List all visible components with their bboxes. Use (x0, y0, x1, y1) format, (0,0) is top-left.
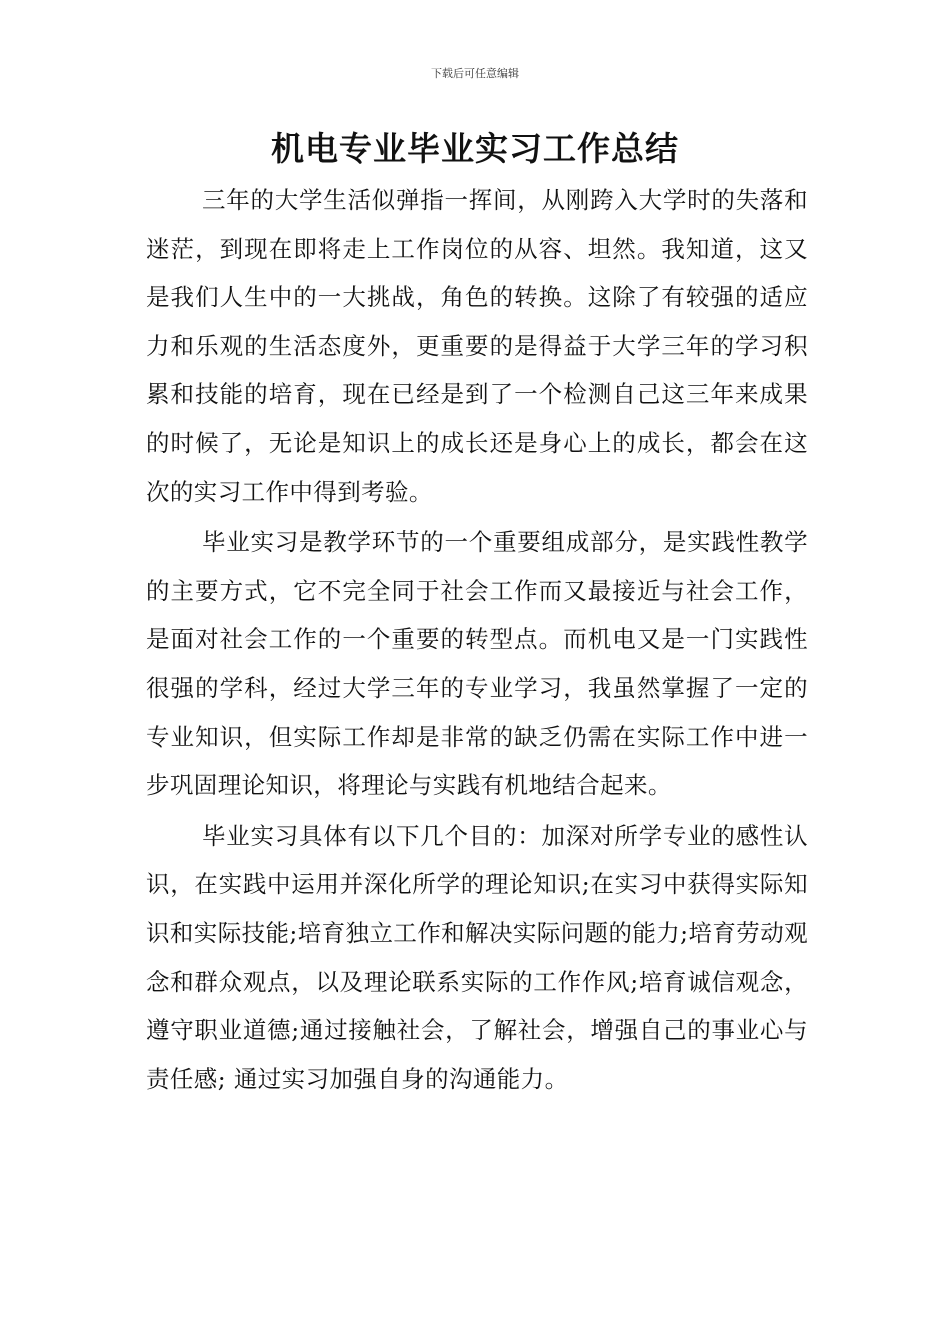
paragraph-3: 毕业实习具体有以下几个目的：加深对所学专业的感性认识，在实践中运用并深化所学的理论知识;在实习中获得实际知识和实际技能;培育独立工作和解决实际问题的能力;培育劳动观念和群众观点，以及理论联系实际的工作作风;培育诚信观念，遵守职业道德;通过接触社会，了解社会，增强自己的事业心与责任感; 通过实习加强自身的沟通能力。 (146, 821, 808, 1093)
document-title: 机电专业毕业实习工作总结 (271, 129, 679, 168)
paragraph-1: 三年的大学生活似弹指一挥间，从刚跨入大学时的失落和迷茫，到现在即将走上工作岗位的从容、坦然。我知道，这又是我们人生中的一大挑战，角色的转换。这除了有较强的适应力和乐观的生活态度外，更重要的是得益于大学三年的学习积累和技能的培育，现在已经是到了一个检测自己这三年来成果的时候了，无论是知识上的成长还是身心上的成长，都会在这次的实习工作中得到考验。 (146, 186, 808, 506)
header-note: 下载后可任意编辑 (431, 67, 519, 80)
document-body (146, 176, 808, 1105)
paragraph-2: 毕业实习是教学环节的一个重要组成部分，是实践性教学的主要方式，它不完全同于社会工作而又最接近与社会工作，是面对社会工作的一个重要的转型点。而机电又是一门实践性很强的学科，经过大学三年的专业学习，我虽然掌握了一定的专业知识，但实际工作却是非常的缺乏仍需在实际工作中进一步巩固理论知识，将理论与实践有机地结合起来。 (146, 528, 808, 800)
